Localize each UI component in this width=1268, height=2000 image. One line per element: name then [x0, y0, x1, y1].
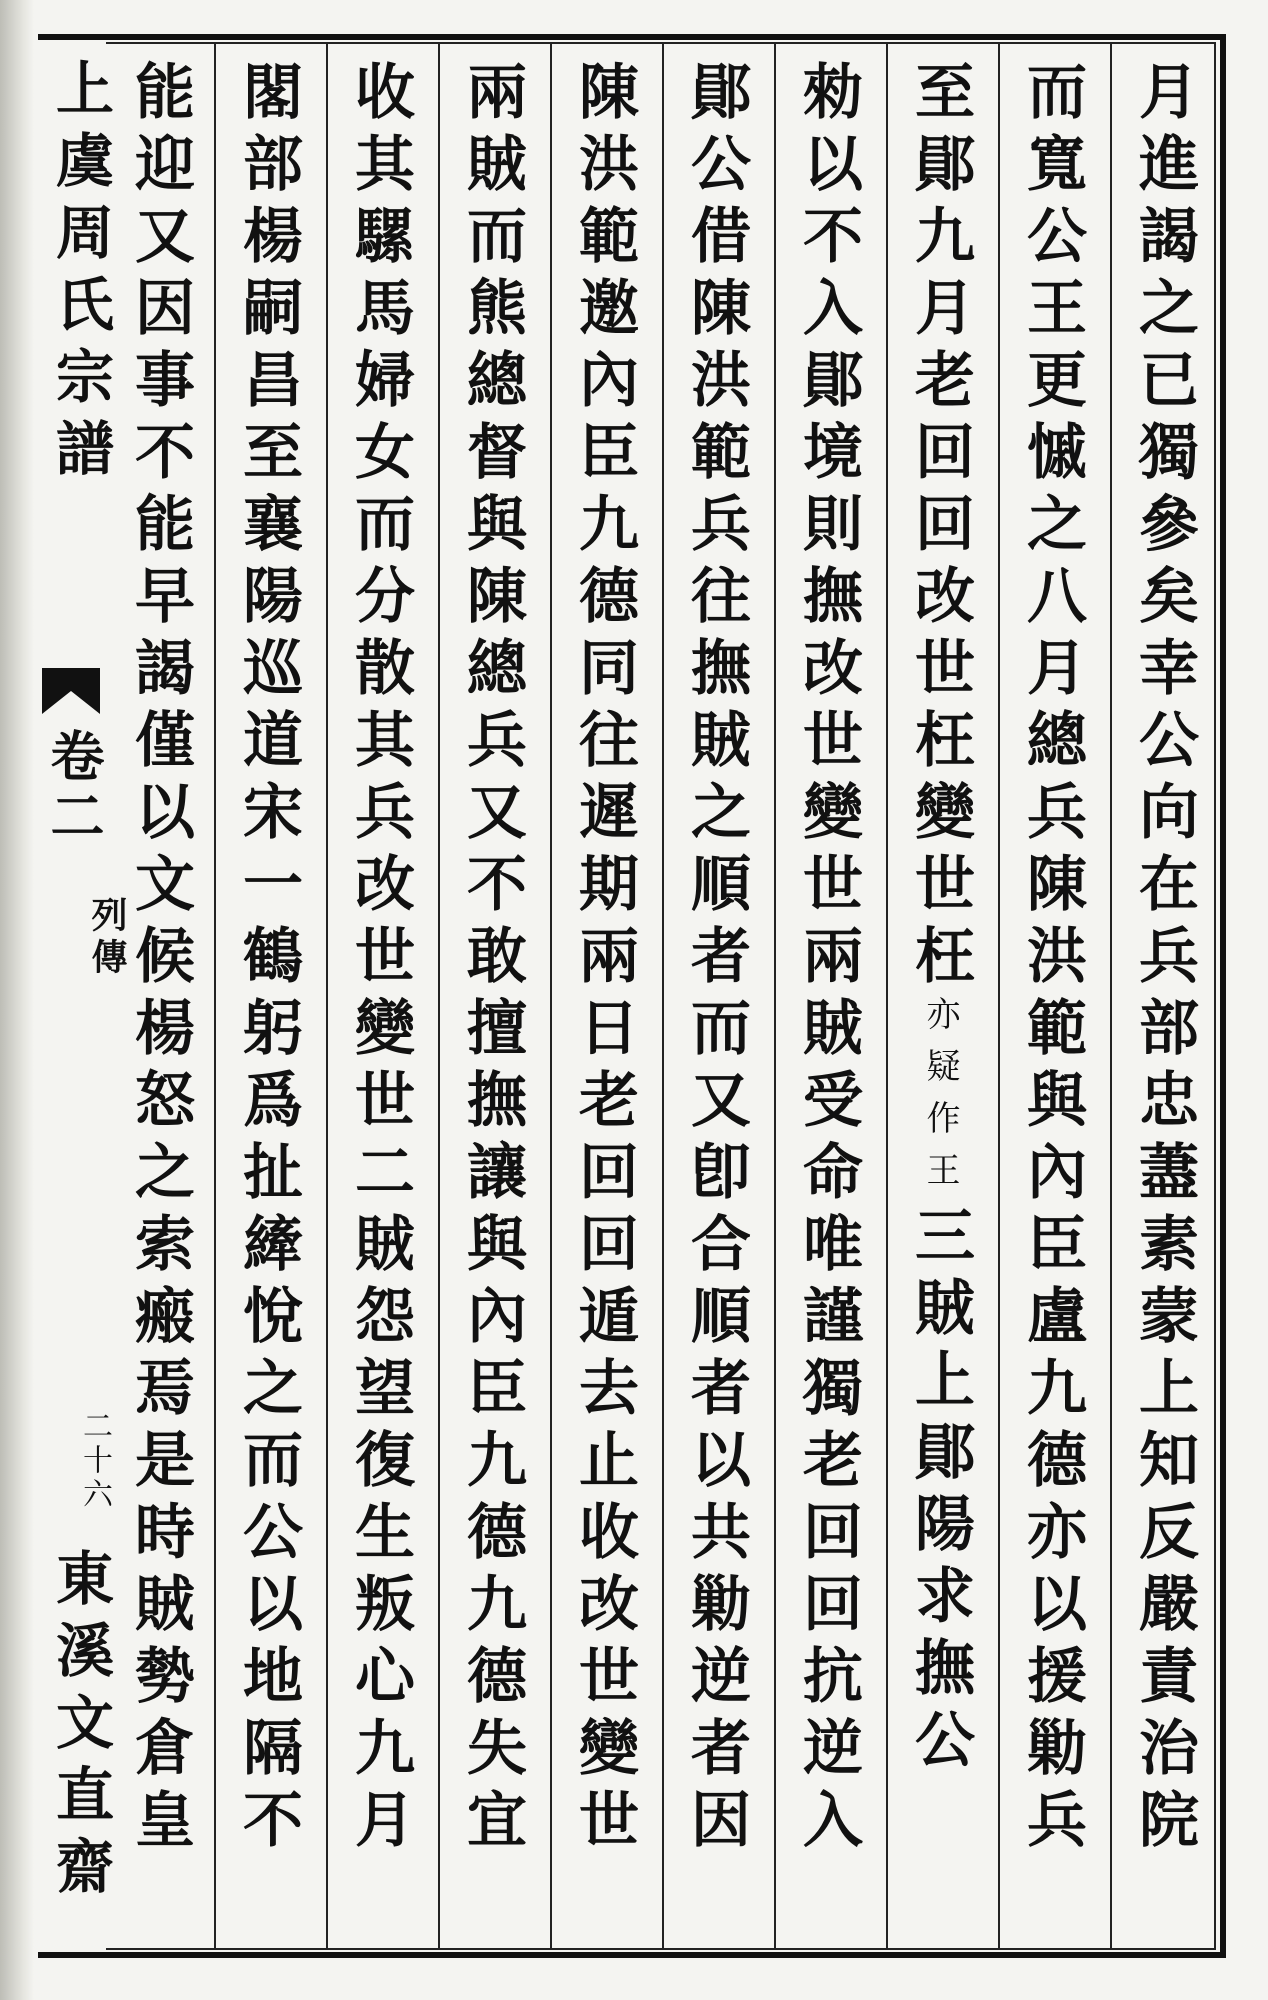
column-text: 兩賊而熊總督與陳總兵又不敢擅撫讓與內臣九德九德失宜: [457, 60, 527, 1860]
column-text: 陳洪範邀內臣九德同往遲期兩日老回回遁去止收改世變世: [569, 60, 639, 1860]
publisher-label: 東溪文直齋: [46, 1548, 114, 1908]
fishtail-mark: [42, 668, 100, 714]
column-divider: [326, 42, 328, 1950]
column-text: [890, 60, 990, 1920]
text-column-1: [1114, 60, 1214, 1920]
text-column-9: [218, 60, 318, 1920]
text-column-7: [442, 60, 542, 1920]
text-column-8: [330, 60, 430, 1920]
text-column-10: [110, 60, 210, 1920]
column-divider: [998, 42, 1000, 1950]
column-divider: [662, 42, 664, 1950]
text-column-5: [666, 60, 766, 1920]
column-text: 收其騾馬婦女而分散其兵改世變世二賊怨望復生叛心九月: [345, 60, 415, 1860]
book-title: 上虞周氏宗譜: [46, 58, 114, 490]
margin-banner: [30, 58, 128, 1958]
text-column-3: [890, 60, 990, 1920]
column-divider: [214, 42, 216, 1950]
category-label: 列傳: [86, 896, 128, 980]
text-column-6: [554, 60, 654, 1920]
column-text-part: 三賊上鄖陽求撫公: [905, 1204, 975, 1780]
column-text: 鄖公借陳洪範兵往撫賊之順者而又卽合順者以共勦逆者因: [681, 60, 751, 1860]
page-number: 二十六: [77, 1410, 112, 1512]
page-edge-shadow: [0, 0, 34, 2000]
interlinear-note: 亦疑作王: [920, 996, 960, 1204]
column-divider: [438, 42, 440, 1950]
volume-label: 卷二: [42, 728, 106, 848]
column-text: 閣部楊嗣昌至襄陽巡道宋一鶴躬爲扯縴悅之而公以地隔不: [233, 60, 303, 1860]
text-column-2: [1002, 60, 1102, 1920]
column-text: 而寬公王更慽之八月總兵陳洪範與內臣盧九德亦以援勦兵: [1017, 60, 1087, 1860]
column-divider: [886, 42, 888, 1950]
column-text: 勑以不入鄖境則撫改世變世兩賊受命唯謹獨老回回抗逆入: [793, 60, 863, 1860]
column-text: 能迎又因事不能早謁僅以文候楊怒之索瘢焉是時賊勢倉皇: [125, 60, 195, 1860]
column-text: 月進謁之已獨參矣幸公向在兵部忠藎素蒙上知反嚴責治院: [1129, 60, 1199, 1860]
column-divider: [1110, 42, 1112, 1950]
text-column-4: [778, 60, 878, 1920]
column-divider: [774, 42, 776, 1950]
column-divider: [550, 42, 552, 1950]
column-text-part: 至鄖九月老回回改世枉變世枉: [905, 60, 975, 996]
